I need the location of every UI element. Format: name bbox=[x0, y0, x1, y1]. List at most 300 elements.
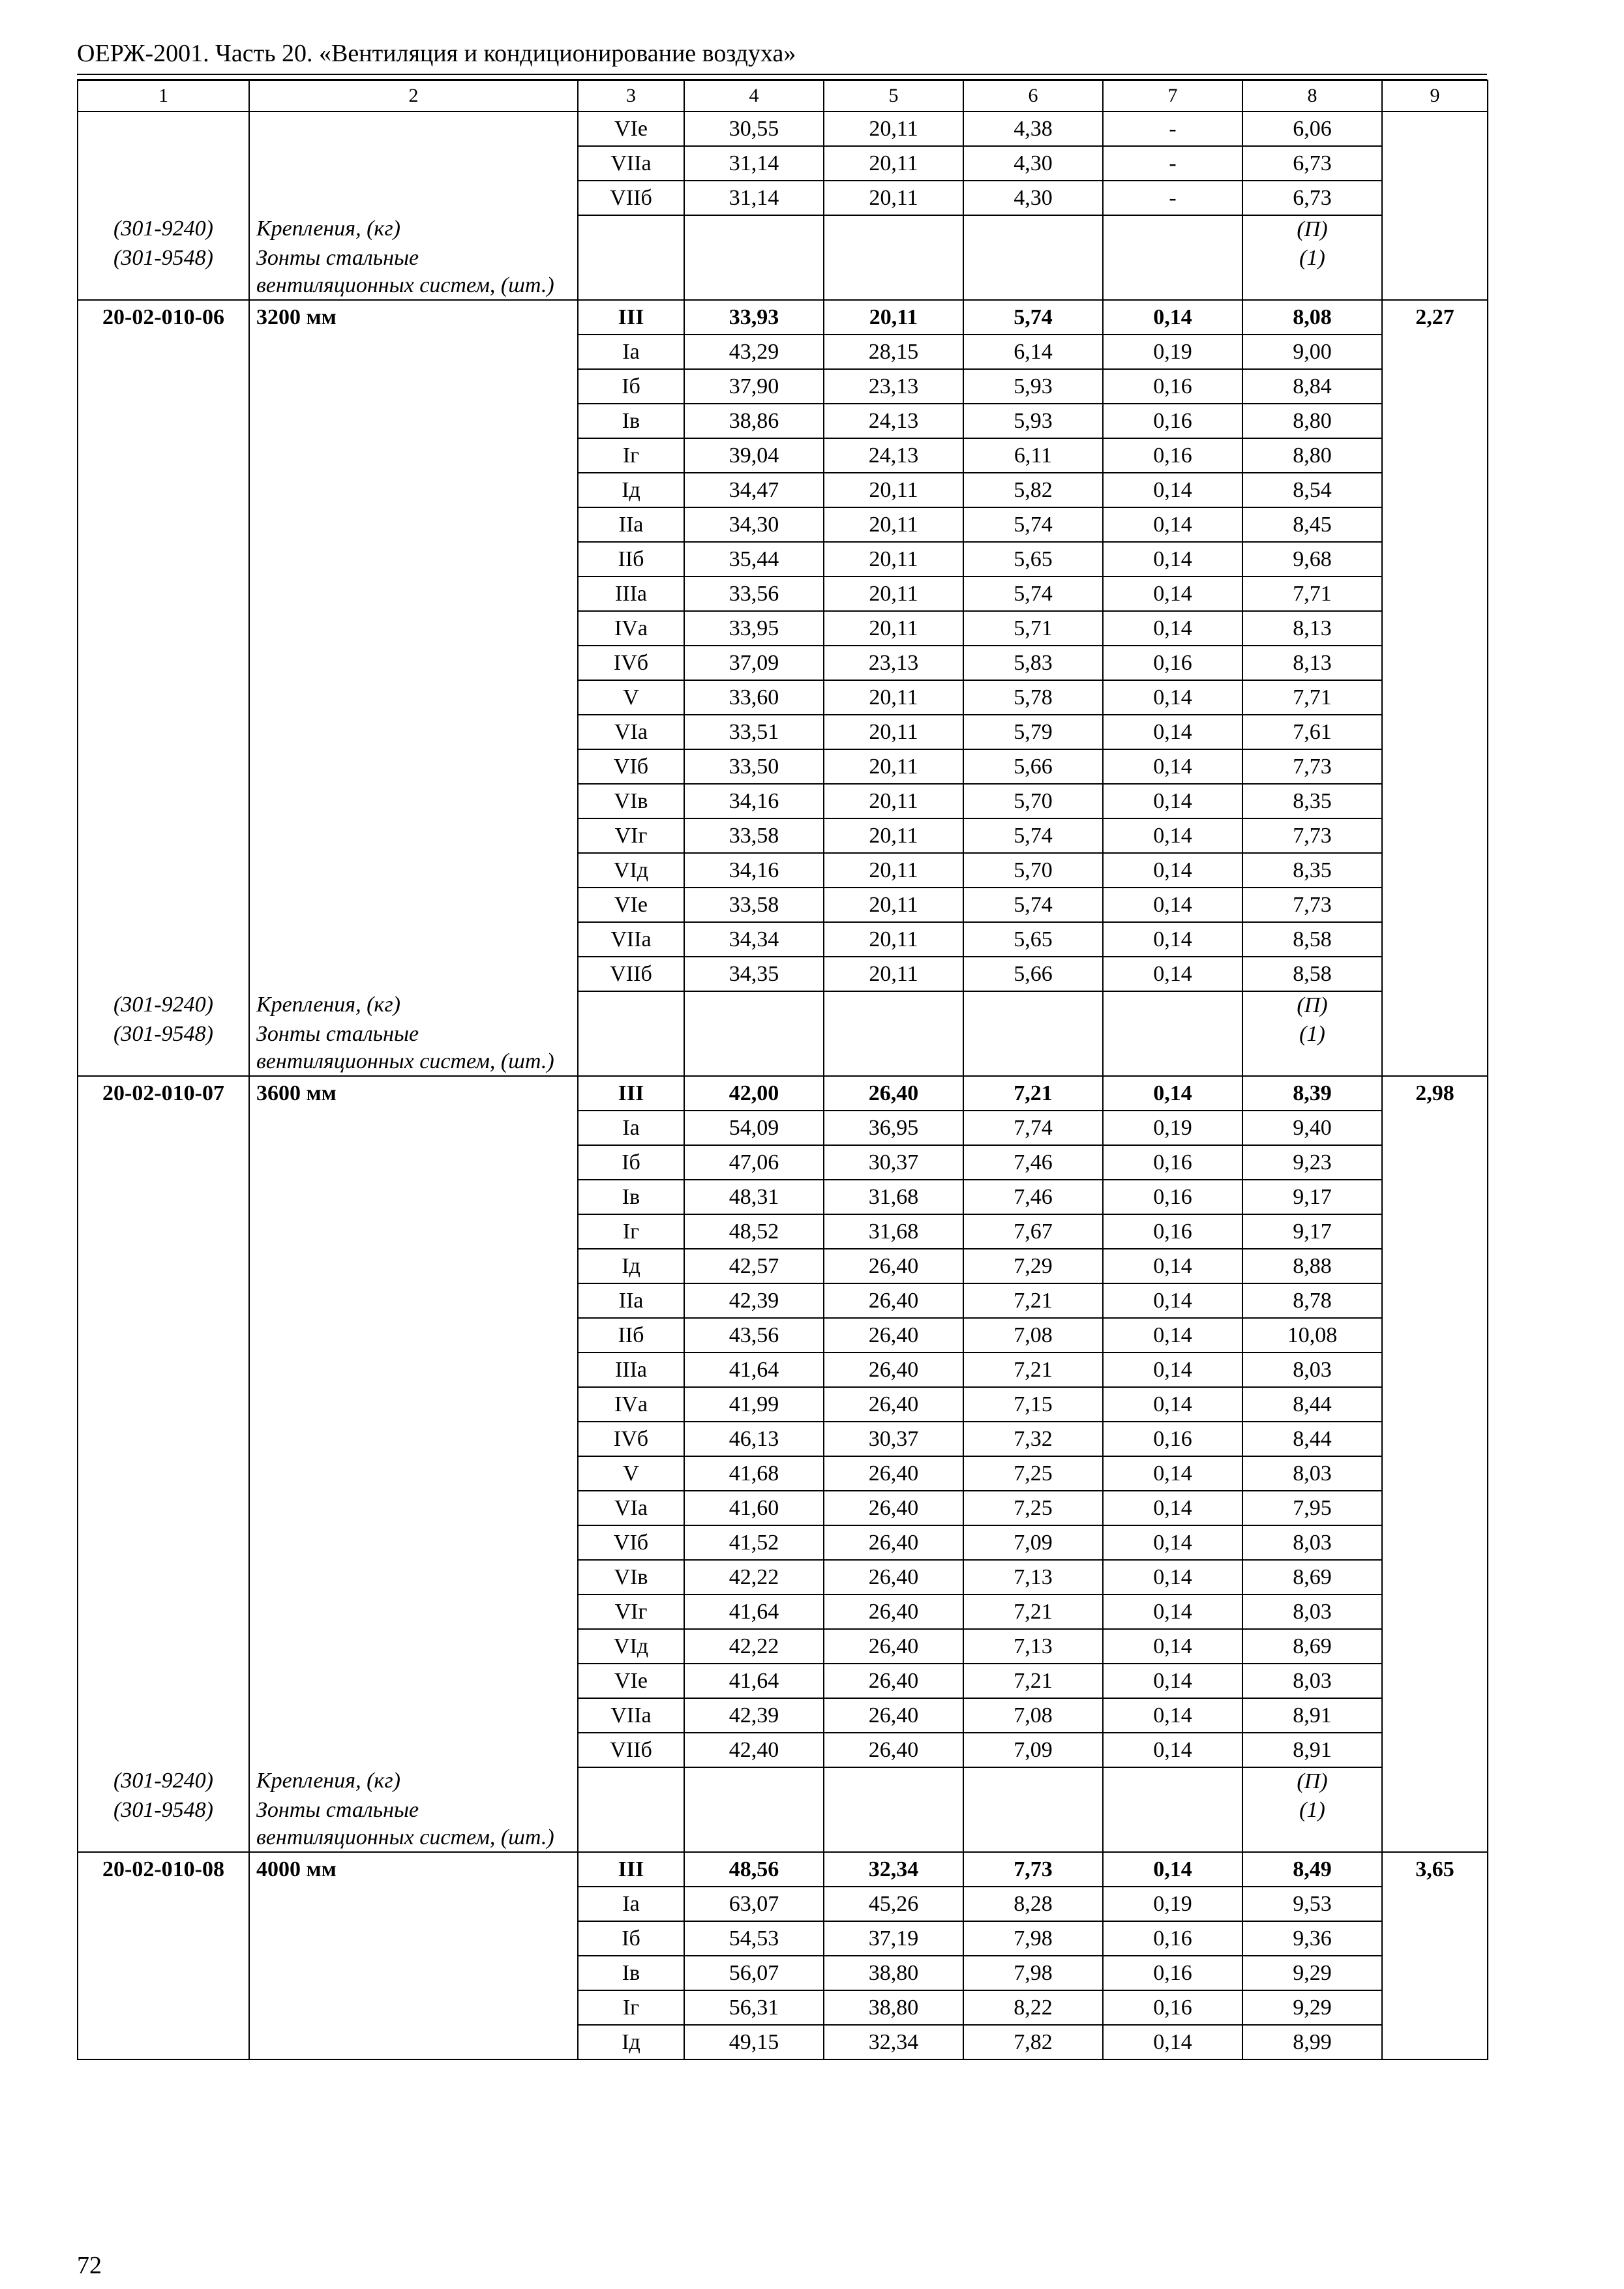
empty-cell bbox=[1103, 215, 1242, 245]
value-col4: 34,16 bbox=[684, 853, 824, 888]
empty-cell bbox=[963, 215, 1103, 245]
code-cell bbox=[78, 1491, 249, 1525]
value-col5: 20,11 bbox=[824, 957, 963, 991]
value-col5: 20,11 bbox=[824, 818, 963, 853]
table-row bbox=[78, 146, 1488, 181]
value-col8: 9,00 bbox=[1242, 335, 1382, 369]
value-col8: 8,58 bbox=[1242, 957, 1382, 991]
code-cell: 20-02-010-08 bbox=[78, 1852, 249, 1887]
zone-cell: IIIа bbox=[578, 1353, 684, 1387]
description-cell bbox=[249, 853, 578, 888]
zone-cell: IVа bbox=[578, 1387, 684, 1422]
code-cell bbox=[78, 1956, 249, 1990]
value-col5: 32,34 bbox=[824, 1852, 963, 1887]
value-col6: 5,70 bbox=[963, 853, 1103, 888]
value-col6: 5,74 bbox=[963, 507, 1103, 542]
value-col5: 28,15 bbox=[824, 335, 963, 369]
code-cell bbox=[78, 1887, 249, 1921]
code-cell bbox=[78, 1990, 249, 2025]
value-col6: 5,74 bbox=[963, 888, 1103, 922]
value-col6: 5,78 bbox=[963, 680, 1103, 715]
column-number: 6 bbox=[963, 80, 1103, 112]
description-cell bbox=[249, 542, 578, 576]
value-col4: 33,60 bbox=[684, 680, 824, 715]
value-col8: 9,17 bbox=[1242, 1180, 1382, 1214]
column-number: 5 bbox=[824, 80, 963, 112]
value-col4: 41,64 bbox=[684, 1594, 824, 1629]
value-col4: 41,68 bbox=[684, 1456, 824, 1491]
value-col8: 7,71 bbox=[1242, 680, 1382, 715]
column-number: 2 bbox=[249, 80, 578, 112]
code-cell bbox=[78, 646, 249, 680]
value-col8: 8,45 bbox=[1242, 507, 1382, 542]
value-col9: 2,27 bbox=[1382, 300, 1488, 335]
fasteners-label: Крепления, (кг) bbox=[249, 1767, 578, 1797]
table-row bbox=[78, 1422, 1488, 1456]
code-cell bbox=[78, 507, 249, 542]
column-number: 1 bbox=[78, 80, 249, 112]
zone-cell: IIа bbox=[578, 507, 684, 542]
code-cell bbox=[78, 1921, 249, 1956]
zone-cell: Iв bbox=[578, 404, 684, 438]
description-cell bbox=[249, 646, 578, 680]
value-col7: 0,14 bbox=[1103, 853, 1242, 888]
value-col8: 8,78 bbox=[1242, 1283, 1382, 1318]
value-col7: 0,14 bbox=[1103, 300, 1242, 335]
value-col6: 7,21 bbox=[963, 1283, 1103, 1318]
empty-cell bbox=[684, 1021, 824, 1076]
code-cell bbox=[78, 1422, 249, 1456]
code-cell bbox=[78, 1698, 249, 1733]
value-col8: 9,23 bbox=[1242, 1145, 1382, 1180]
table-row bbox=[78, 112, 1488, 146]
value-col6: 7,09 bbox=[963, 1525, 1103, 1560]
hoods-label: Зонты стальные вентиляционных систем, (шт.) bbox=[249, 1797, 578, 1852]
value-col7: 0,14 bbox=[1103, 576, 1242, 611]
description-cell bbox=[249, 2025, 578, 2059]
value-col6: 4,30 bbox=[963, 146, 1103, 181]
fasteners-label: Крепления, (кг) bbox=[249, 215, 578, 245]
value-col8: 8,35 bbox=[1242, 853, 1382, 888]
empty-cell bbox=[1382, 215, 1488, 245]
value-col8: 9,29 bbox=[1242, 1990, 1382, 2025]
zone-cell: VIа bbox=[578, 715, 684, 749]
value-col7: - bbox=[1103, 112, 1242, 146]
description-cell bbox=[249, 888, 578, 922]
value-col6: 7,74 bbox=[963, 1111, 1103, 1145]
table-row bbox=[78, 181, 1488, 215]
table-row-main bbox=[78, 1852, 1488, 1887]
value-col7: 0,14 bbox=[1103, 1560, 1242, 1594]
zone-cell: Iб bbox=[578, 1921, 684, 1956]
value-col4: 41,52 bbox=[684, 1525, 824, 1560]
value-col9 bbox=[1382, 1887, 1488, 1921]
hoods-value: (1) bbox=[1242, 245, 1382, 300]
value-col4: 42,22 bbox=[684, 1629, 824, 1664]
hoods-resource-row bbox=[78, 245, 1488, 300]
code-cell bbox=[78, 888, 249, 922]
value-col8: 8,08 bbox=[1242, 300, 1382, 335]
value-col9 bbox=[1382, 146, 1488, 181]
value-col7: 0,16 bbox=[1103, 1956, 1242, 1990]
value-col5: 30,37 bbox=[824, 1422, 963, 1456]
value-col8: 9,40 bbox=[1242, 1111, 1382, 1145]
value-col5: 24,13 bbox=[824, 438, 963, 473]
value-col9 bbox=[1382, 576, 1488, 611]
table-row bbox=[78, 715, 1488, 749]
empty-cell bbox=[824, 1021, 963, 1076]
value-col9 bbox=[1382, 646, 1488, 680]
value-col5: 26,40 bbox=[824, 1318, 963, 1353]
value-col6: 5,65 bbox=[963, 922, 1103, 957]
value-col5: 20,11 bbox=[824, 542, 963, 576]
column-number: 7 bbox=[1103, 80, 1242, 112]
description-cell bbox=[249, 749, 578, 784]
value-col7: 0,16 bbox=[1103, 1145, 1242, 1180]
zone-cell: VIб bbox=[578, 749, 684, 784]
description-cell bbox=[249, 1318, 578, 1353]
zone-cell: VIIб bbox=[578, 181, 684, 215]
hoods-resource-row bbox=[78, 1797, 1488, 1852]
description-cell bbox=[249, 1733, 578, 1767]
value-col5: 24,13 bbox=[824, 404, 963, 438]
value-col6: 5,74 bbox=[963, 576, 1103, 611]
value-col6: 5,74 bbox=[963, 818, 1103, 853]
value-col8: 10,08 bbox=[1242, 1318, 1382, 1353]
description-cell bbox=[249, 1698, 578, 1733]
description-cell bbox=[249, 112, 578, 146]
value-col5: 26,40 bbox=[824, 1491, 963, 1525]
value-col6: 7,46 bbox=[963, 1180, 1103, 1214]
code-cell bbox=[78, 1353, 249, 1387]
zone-cell: III bbox=[578, 300, 684, 335]
value-col4: 41,99 bbox=[684, 1387, 824, 1422]
value-col8: 7,73 bbox=[1242, 749, 1382, 784]
table-row bbox=[78, 818, 1488, 853]
empty-cell bbox=[824, 1797, 963, 1852]
value-col8: 7,73 bbox=[1242, 818, 1382, 853]
value-col4: 41,64 bbox=[684, 1664, 824, 1698]
value-col9 bbox=[1382, 1560, 1488, 1594]
value-col8: 8,35 bbox=[1242, 784, 1382, 818]
value-col6: 5,83 bbox=[963, 646, 1103, 680]
zone-cell: IIа bbox=[578, 1283, 684, 1318]
empty-cell bbox=[963, 991, 1103, 1021]
value-col9 bbox=[1382, 473, 1488, 507]
fasteners-value: (П) bbox=[1242, 1767, 1382, 1797]
value-col4: 48,52 bbox=[684, 1214, 824, 1249]
value-col7: 0,19 bbox=[1103, 335, 1242, 369]
value-col7: 0,16 bbox=[1103, 1990, 1242, 2025]
table-row bbox=[78, 1664, 1488, 1698]
empty-cell bbox=[1382, 991, 1488, 1021]
value-col7: 0,14 bbox=[1103, 1318, 1242, 1353]
zone-cell: VIд bbox=[578, 1629, 684, 1664]
value-col7: 0,14 bbox=[1103, 1594, 1242, 1629]
code-cell bbox=[78, 1387, 249, 1422]
value-col4: 54,09 bbox=[684, 1111, 824, 1145]
value-col7: 0,14 bbox=[1103, 1733, 1242, 1767]
table-row bbox=[78, 1456, 1488, 1491]
hoods-code: (301-9548) bbox=[78, 1021, 249, 1076]
description-cell bbox=[249, 1887, 578, 1921]
value-col4: 31,14 bbox=[684, 146, 824, 181]
table-row bbox=[78, 576, 1488, 611]
value-col5: 45,26 bbox=[824, 1887, 963, 1921]
description-cell bbox=[249, 1387, 578, 1422]
value-col7: 0,14 bbox=[1103, 507, 1242, 542]
value-col6: 7,73 bbox=[963, 1852, 1103, 1887]
table-row bbox=[78, 1249, 1488, 1283]
table-row bbox=[78, 1956, 1488, 1990]
table-row bbox=[78, 335, 1488, 369]
code-cell bbox=[78, 112, 249, 146]
code-cell bbox=[78, 922, 249, 957]
value-col7: 0,14 bbox=[1103, 542, 1242, 576]
code-cell bbox=[78, 1456, 249, 1491]
hoods-code: (301-9548) bbox=[78, 245, 249, 300]
code-cell bbox=[78, 818, 249, 853]
value-col5: 31,68 bbox=[824, 1214, 963, 1249]
value-col4: 34,47 bbox=[684, 473, 824, 507]
zone-cell: Iа bbox=[578, 1111, 684, 1145]
table-row bbox=[78, 646, 1488, 680]
value-col5: 26,40 bbox=[824, 1387, 963, 1422]
value-col9 bbox=[1382, 1214, 1488, 1249]
value-col8: 9,68 bbox=[1242, 542, 1382, 576]
description-cell bbox=[249, 1283, 578, 1318]
value-col9 bbox=[1382, 1249, 1488, 1283]
value-col5: 20,11 bbox=[824, 146, 963, 181]
value-col9 bbox=[1382, 335, 1488, 369]
value-col9 bbox=[1382, 888, 1488, 922]
value-col9 bbox=[1382, 1387, 1488, 1422]
description-cell bbox=[249, 146, 578, 181]
empty-cell bbox=[684, 1797, 824, 1852]
code-cell bbox=[78, 680, 249, 715]
value-col5: 37,19 bbox=[824, 1921, 963, 1956]
value-col4: 33,56 bbox=[684, 576, 824, 611]
value-col4: 42,57 bbox=[684, 1249, 824, 1283]
value-col5: 26,40 bbox=[824, 1456, 963, 1491]
value-col8: 9,17 bbox=[1242, 1214, 1382, 1249]
value-col7: 0,16 bbox=[1103, 404, 1242, 438]
value-col4: 46,13 bbox=[684, 1422, 824, 1456]
value-col6: 4,30 bbox=[963, 181, 1103, 215]
value-col7: 0,16 bbox=[1103, 1214, 1242, 1249]
table-row bbox=[78, 404, 1488, 438]
value-col8: 8,03 bbox=[1242, 1594, 1382, 1629]
table-row bbox=[78, 1921, 1488, 1956]
value-col5: 26,40 bbox=[824, 1353, 963, 1387]
empty-cell bbox=[684, 245, 824, 300]
value-col7: 0,14 bbox=[1103, 749, 1242, 784]
empty-cell bbox=[824, 991, 963, 1021]
zone-cell: VIIа bbox=[578, 146, 684, 181]
value-col9 bbox=[1382, 1698, 1488, 1733]
zone-cell: IVб bbox=[578, 1422, 684, 1456]
table-row bbox=[78, 1283, 1488, 1318]
value-col5: 32,34 bbox=[824, 2025, 963, 2059]
table-row bbox=[78, 888, 1488, 922]
empty-cell bbox=[578, 1797, 684, 1852]
value-col4: 56,31 bbox=[684, 1990, 824, 2025]
table-row bbox=[78, 1353, 1488, 1387]
value-col6: 5,70 bbox=[963, 784, 1103, 818]
value-col9 bbox=[1382, 957, 1488, 991]
column-number-row bbox=[78, 80, 1488, 112]
value-col9 bbox=[1382, 1990, 1488, 2025]
value-col6: 7,32 bbox=[963, 1422, 1103, 1456]
code-cell bbox=[78, 146, 249, 181]
value-col4: 42,40 bbox=[684, 1733, 824, 1767]
zone-cell: Iа bbox=[578, 335, 684, 369]
code-cell bbox=[78, 369, 249, 404]
value-col8: 7,61 bbox=[1242, 715, 1382, 749]
value-col9 bbox=[1382, 1664, 1488, 1698]
value-col8: 8,03 bbox=[1242, 1525, 1382, 1560]
value-col4: 38,86 bbox=[684, 404, 824, 438]
value-col6: 7,13 bbox=[963, 1629, 1103, 1664]
empty-cell bbox=[1103, 245, 1242, 300]
value-col4: 33,58 bbox=[684, 818, 824, 853]
value-col9 bbox=[1382, 853, 1488, 888]
description-cell bbox=[249, 1594, 578, 1629]
value-col4: 33,95 bbox=[684, 611, 824, 646]
value-col7: 0,16 bbox=[1103, 1422, 1242, 1456]
value-col8: 7,73 bbox=[1242, 888, 1382, 922]
empty-cell bbox=[963, 245, 1103, 300]
zone-cell: VIг bbox=[578, 1594, 684, 1629]
value-col5: 20,11 bbox=[824, 853, 963, 888]
value-col6: 6,11 bbox=[963, 438, 1103, 473]
value-col8: 7,95 bbox=[1242, 1491, 1382, 1525]
zone-cell: VIб bbox=[578, 1525, 684, 1560]
value-col4: 35,44 bbox=[684, 542, 824, 576]
empty-cell bbox=[824, 215, 963, 245]
value-col7: 0,14 bbox=[1103, 1283, 1242, 1318]
fasteners-label: Крепления, (кг) bbox=[249, 991, 578, 1021]
value-col7: 0,16 bbox=[1103, 369, 1242, 404]
empty-cell bbox=[1382, 1021, 1488, 1076]
value-col4: 48,56 bbox=[684, 1852, 824, 1887]
value-col4: 33,51 bbox=[684, 715, 824, 749]
zone-cell: Iд bbox=[578, 473, 684, 507]
value-col6: 7,21 bbox=[963, 1594, 1103, 1629]
code-cell bbox=[78, 335, 249, 369]
value-col9 bbox=[1382, 1353, 1488, 1387]
value-col4: 31,14 bbox=[684, 181, 824, 215]
description-cell bbox=[249, 1214, 578, 1249]
value-col6: 7,46 bbox=[963, 1145, 1103, 1180]
value-col9 bbox=[1382, 1318, 1488, 1353]
value-col8: 8,13 bbox=[1242, 611, 1382, 646]
empty-cell bbox=[1382, 245, 1488, 300]
value-col5: 26,40 bbox=[824, 1249, 963, 1283]
zone-cell: IIб bbox=[578, 1318, 684, 1353]
table-row bbox=[78, 369, 1488, 404]
value-col9: 2,98 bbox=[1382, 1076, 1488, 1111]
value-col6: 7,25 bbox=[963, 1456, 1103, 1491]
value-col5: 26,40 bbox=[824, 1733, 963, 1767]
value-col8: 7,71 bbox=[1242, 576, 1382, 611]
value-col5: 20,11 bbox=[824, 749, 963, 784]
description-cell bbox=[249, 404, 578, 438]
empty-cell bbox=[684, 1767, 824, 1797]
table-row bbox=[78, 1525, 1488, 1560]
value-col6: 5,93 bbox=[963, 369, 1103, 404]
code-cell: 20-02-010-07 bbox=[78, 1076, 249, 1111]
fasteners-code: (301-9240) bbox=[78, 991, 249, 1021]
value-col4: 42,39 bbox=[684, 1698, 824, 1733]
value-col5: 20,11 bbox=[824, 473, 963, 507]
code-cell bbox=[78, 1283, 249, 1318]
zone-cell: IVб bbox=[578, 646, 684, 680]
value-col9 bbox=[1382, 2025, 1488, 2059]
code-cell bbox=[78, 1629, 249, 1664]
zone-cell: Iв bbox=[578, 1180, 684, 1214]
description-cell bbox=[249, 1353, 578, 1387]
value-col8: 8,80 bbox=[1242, 404, 1382, 438]
value-col8: 8,13 bbox=[1242, 646, 1382, 680]
code-cell bbox=[78, 181, 249, 215]
table-row-main bbox=[78, 300, 1488, 335]
zone-cell: VIе bbox=[578, 888, 684, 922]
value-col9 bbox=[1382, 1594, 1488, 1629]
description-cell bbox=[249, 369, 578, 404]
table-row bbox=[78, 1111, 1488, 1145]
value-col7: 0,14 bbox=[1103, 818, 1242, 853]
description-cell bbox=[249, 1956, 578, 1990]
value-col6: 7,21 bbox=[963, 1076, 1103, 1111]
value-col9 bbox=[1382, 1956, 1488, 1990]
table-row bbox=[78, 680, 1488, 715]
value-col6: 5,65 bbox=[963, 542, 1103, 576]
value-col9 bbox=[1382, 542, 1488, 576]
value-col9 bbox=[1382, 611, 1488, 646]
description-cell bbox=[249, 1629, 578, 1664]
value-col6: 7,98 bbox=[963, 1921, 1103, 1956]
value-col5: 26,40 bbox=[824, 1076, 963, 1111]
value-col7: 0,14 bbox=[1103, 1664, 1242, 1698]
description-cell: 3600 мм bbox=[249, 1076, 578, 1111]
description-cell bbox=[249, 1249, 578, 1283]
code-cell bbox=[78, 611, 249, 646]
description-cell bbox=[249, 576, 578, 611]
value-col7: 0,16 bbox=[1103, 1921, 1242, 1956]
value-col6: 5,82 bbox=[963, 473, 1103, 507]
value-col5: 20,11 bbox=[824, 112, 963, 146]
zone-cell: VIе bbox=[578, 1664, 684, 1698]
fasteners-resource-row bbox=[78, 1767, 1488, 1797]
table-row bbox=[78, 1145, 1488, 1180]
description-cell bbox=[249, 1111, 578, 1145]
value-col9 bbox=[1382, 404, 1488, 438]
value-col5: 30,37 bbox=[824, 1145, 963, 1180]
value-col7: 0,19 bbox=[1103, 1887, 1242, 1921]
table-row bbox=[78, 922, 1488, 957]
value-col6: 7,29 bbox=[963, 1249, 1103, 1283]
empty-cell bbox=[824, 1767, 963, 1797]
value-col4: 48,31 bbox=[684, 1180, 824, 1214]
value-col5: 36,95 bbox=[824, 1111, 963, 1145]
value-col9 bbox=[1382, 1921, 1488, 1956]
value-col4: 34,34 bbox=[684, 922, 824, 957]
code-cell: 20-02-010-06 bbox=[78, 300, 249, 335]
description-cell bbox=[249, 1990, 578, 2025]
table-row bbox=[78, 1318, 1488, 1353]
zone-cell: IIб bbox=[578, 542, 684, 576]
